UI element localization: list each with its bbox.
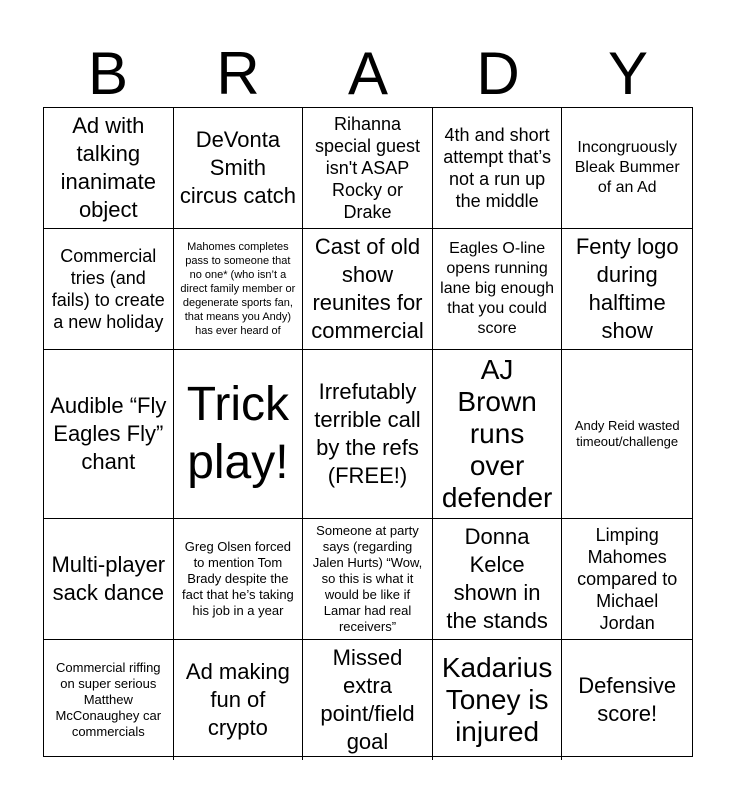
- cell-text: 4th and short attempt that’s not a run up the middle: [443, 125, 551, 211]
- cell-text: Defensive score!: [578, 673, 677, 726]
- header-letter-y: Y: [607, 40, 649, 107]
- bingo-cell[interactable]: [303, 519, 433, 640]
- cell-text: Fenty logo during halftime show: [575, 234, 679, 343]
- cell-text: DeVonta Smith circus catch: [179, 127, 296, 208]
- cell-text: Irrefutably terrible call by the refs (FREE!): [314, 379, 421, 488]
- cell-text: Eagles O-line opens running lane big enough that you could score: [440, 240, 555, 337]
- cell-text: Donna Kelce shown in the stands: [446, 524, 548, 633]
- bingo-cell[interactable]: [433, 640, 563, 760]
- bingo-cell[interactable]: [44, 350, 174, 519]
- bingo-cell[interactable]: [174, 640, 304, 760]
- cell-text: Trick play!: [186, 378, 289, 489]
- bingo-header: [43, 40, 693, 108]
- bingo-cell[interactable]: [562, 229, 692, 350]
- cell-text: Commercial tries (and fails) to create a new holiday: [51, 246, 165, 332]
- bingo-cell[interactable]: [303, 350, 433, 519]
- bingo-cell[interactable]: [433, 108, 563, 229]
- bingo-cell[interactable]: [562, 350, 692, 519]
- cell-text: Rihanna special guest isn't ASAP Rocky or Drake: [314, 114, 421, 222]
- cell-text: Ad making fun of crypto: [185, 659, 290, 740]
- cell-text: Missed extra point/field goal: [320, 645, 415, 754]
- bingo-cell[interactable]: [174, 108, 304, 229]
- bingo-grid: [43, 107, 693, 757]
- header-letter-d: D: [476, 40, 520, 107]
- bingo-cell[interactable]: [562, 108, 692, 229]
- bingo-cell-center[interactable]: [174, 350, 304, 519]
- header-letter-a: A: [347, 40, 389, 107]
- header-letter-b: B: [87, 40, 129, 107]
- cell-text: Audible “Fly Eagles Fly” chant: [50, 393, 167, 474]
- cell-text: Greg Olsen forced to mention Tom Brady despite the fact that he’s taking his job in a year: [182, 539, 294, 618]
- bingo-cell[interactable]: [562, 640, 692, 760]
- cell-text: Someone at party says (regarding Jalen Hurts) “Wow, so this is what it would be like if Lamar had real receivers”: [312, 523, 423, 634]
- cell-text: Incongruously Bleak Bummer of an Ad: [574, 139, 680, 196]
- cell-text: Mahomes completes pass to someone that no one* (who isn’t a direct family member or degenerate sports fan, that means you Andy) has ever heard of: [180, 241, 296, 337]
- bingo-cell[interactable]: [303, 108, 433, 229]
- cell-text: AJ Brown runs over defender: [441, 354, 553, 513]
- bingo-cell[interactable]: [174, 229, 304, 350]
- bingo-cell[interactable]: [433, 229, 563, 350]
- bingo-cell[interactable]: [44, 108, 174, 229]
- cell-text: Limping Mahomes compared to Michael Jordan: [577, 525, 678, 633]
- bingo-cell[interactable]: [44, 229, 174, 350]
- cell-text: Cast of old show reunites for commercial: [311, 234, 424, 343]
- cell-text: Multi-player sack dance: [51, 552, 166, 605]
- bingo-cell[interactable]: [433, 519, 563, 640]
- bingo-cell[interactable]: [433, 350, 563, 519]
- bingo-cell[interactable]: [44, 640, 174, 760]
- cell-text: Ad with talking inanimate object: [60, 113, 156, 222]
- bingo-cell[interactable]: [303, 229, 433, 350]
- cell-text: Andy Reid wasted timeout/challenge: [574, 418, 680, 449]
- bingo-cell[interactable]: [303, 640, 433, 760]
- bingo-cell[interactable]: [174, 519, 304, 640]
- cell-text: Kadarius Toney is injured: [441, 652, 553, 747]
- bingo-cell[interactable]: [562, 519, 692, 640]
- bingo-cell[interactable]: [44, 519, 174, 640]
- cell-text: Commercial riffing on super serious Matthew McConaughey car commercials: [55, 660, 162, 739]
- header-letter-r: R: [216, 40, 260, 107]
